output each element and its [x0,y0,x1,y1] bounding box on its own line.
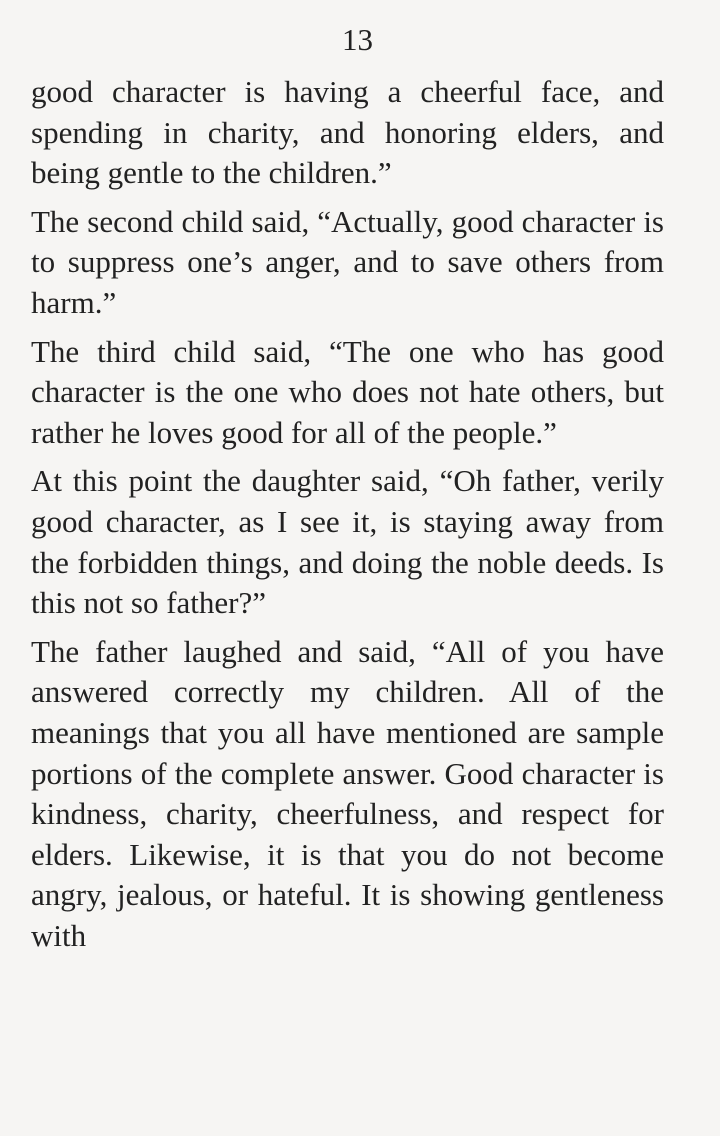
paragraph-father: The father laughed and said, “All of you have answered correctly my children. All of the meanings that you all have mentioned are sample portions of the complete answer. Good character is kindness, charity, cheerfulness, and respect for elders. Likewise, it is that you do not become angry, jealous, or hateful. It is showing gentleness with [31,633,664,953]
paragraph-second-child: The second child said, “Actually, good character is to suppress one’s anger, and to save others from harm.” [31,203,664,320]
paragraph-daughter: At this point the daughter said, “Oh father, verily good character, as I see it, is staying away from the forbidden things, and doing the noble deeds. Is this not so father?” [31,463,664,621]
paragraph-third-child: The third child said, “The one who has good character is the one who does not hate others, but rather he loves good for all of the people.” [31,333,664,450]
paragraph-opening: good character is having a cheerful face, and spending in charity, and honoring elders, and being gentle to the children.” [31,74,664,191]
page-number: 13 [342,22,373,57]
